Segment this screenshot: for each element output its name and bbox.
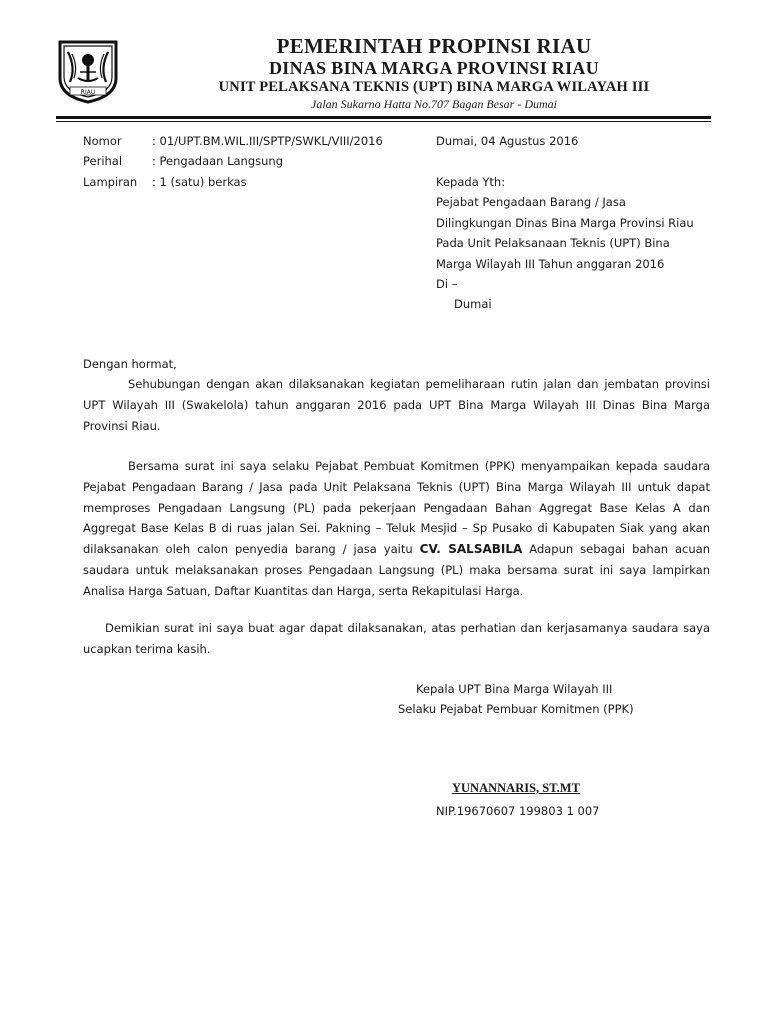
perihal-label: Perihal (83, 154, 123, 168)
letterhead-rule (56, 116, 711, 119)
salutation: Dengan hormat, (83, 357, 177, 371)
paragraph-2-text: Bersama surat ini saya selaku Pejabat Pembuat Komitmen (PPK) menyampaikan kepada saudara Pejabat Pengadaan Barang / Jasa pada Unit Pelaksana Teknis (UPT) Bina Marga Wilayah III untuk dapat memproses Pengadaan Langsung (PL) pada pekerjaan Pengadaan Bahan Aggregat Base Kelas A dan Aggregat Base Kelas B di ruas jalan Sei. Pakning – Teluk Mesjid – Sp Pusako di Kabupaten Siak yang akan dilaksanakan oleh calon penyedia barang / jasa yaitu (83, 459, 710, 557)
paragraph-2 (83, 456, 710, 602)
signatory-name: YUNANNARIS, ST.MT (452, 781, 580, 795)
letterhead-government: PEMERINTAH PROPINSI RIAU (276, 34, 592, 58)
paragraph-3-text: Demikian surat ini saya buat agar dapat dilaksanakan, atas perhatian dan kerjasamanya saudara saya ucapkan terima kasih. (83, 621, 710, 656)
paragraph-1-text: Sehubungan dengan akan dilaksanakan kegiatan pemeliharaan rutin jalan dan jembatan provinsi UPT Wilayah III (Swakelola) tahun anggaran 2016 pada UPT Bina Marga Wilayah III Dinas Bina Marga Provinsi Riau. (83, 377, 710, 433)
nomor-value: : 01/UPT.BM.WIL.III/SPTP/SWKL/VIII/2016 (152, 134, 383, 148)
recipient-line: Marga Wilayah III Tahun anggaran 2016 (436, 257, 665, 271)
letterhead-rule-thin (56, 121, 711, 122)
recipient-city: Dumai (454, 297, 492, 311)
recipient-line: Dilingkungan Dinas Bina Marga Provinsi Riau (436, 216, 694, 230)
paragraph-2-text-cont: Adapun sebagai bahan acuan saudara untuk melaksanakan proses Pengadaan Langsung (PL) maka bersama surat ini saya lampirkan Analisa Harga Satuan, Daftar Kuantitas dan Harga, serta Rekapitulasi Harga. (83, 542, 711, 598)
letterhead-unit: UNIT PELAKSANA TEKNIS (UPT) BINA MARGA WILAYAH III (218, 79, 650, 95)
perihal-value: : Pengadaan Langsung (152, 154, 284, 168)
lampiran-value: : 1 (satu) berkas (152, 175, 247, 189)
recipient-line: Kepada Yth: (436, 175, 506, 189)
signatory-role: Selaku Pejabat Pembuar Komitmen (PPK) (398, 702, 634, 716)
recipient-line: Pejabat Pengadaan Barang / Jasa (436, 195, 626, 209)
logo-text: RIAU (80, 89, 96, 96)
signatory-title: Kepala UPT Bina Marga Wilayah III (416, 682, 613, 696)
letterhead-address: Jalan Sukarno Hatta No.707 Bagan Besar - Dumai (311, 97, 557, 111)
nomor-label: Nomor (83, 134, 122, 148)
signatory-nip: NIP.19670607 199803 1 007 (436, 804, 600, 818)
company-name: CV. SALSABILA (419, 542, 523, 557)
recipient-line: Di – (436, 277, 458, 291)
letter-date: Dumai, 04 Agustus 2016 (436, 134, 579, 148)
recipient-line: Pada Unit Pelaksanaan Teknis (UPT) Bina (436, 236, 670, 250)
paragraph-1 (83, 374, 710, 436)
letterhead-department: DINAS BINA MARGA PROVINSI RIAU (268, 58, 600, 78)
paragraph-3 (83, 618, 710, 660)
lampiran-label: Lampiran (83, 175, 138, 189)
